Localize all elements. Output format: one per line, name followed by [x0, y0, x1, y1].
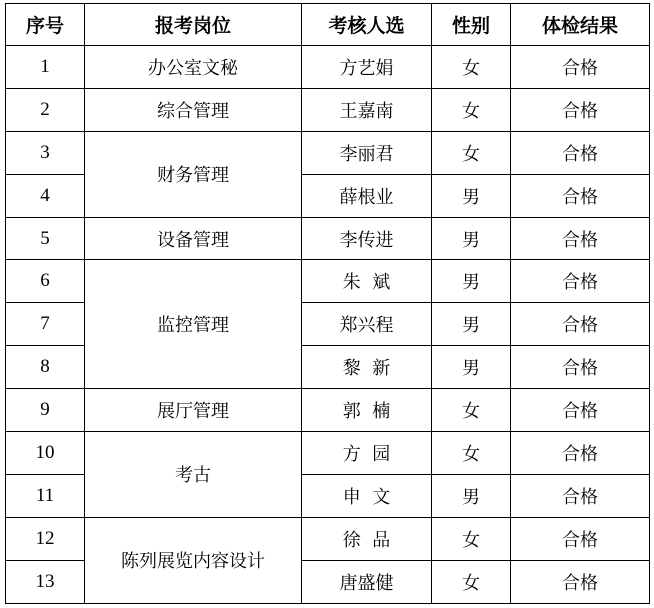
row-gender: 女 [432, 46, 511, 89]
row-gender: 女 [432, 88, 511, 131]
row-name: 李丽君 [302, 131, 432, 174]
row-no: 7 [6, 303, 85, 346]
row-result: 合格 [511, 217, 650, 260]
row-gender: 男 [432, 474, 511, 517]
row-gender: 女 [432, 131, 511, 174]
row-result: 合格 [511, 389, 650, 432]
row-gender: 男 [432, 346, 511, 389]
row-gender: 女 [432, 517, 511, 560]
row-no: 12 [6, 517, 85, 560]
row-result: 合格 [511, 517, 650, 560]
row-result: 合格 [511, 560, 650, 603]
header-position: 报考岗位 [85, 4, 302, 46]
header-result: 体检结果 [511, 4, 650, 46]
table-row [6, 432, 650, 475]
row-position: 财务管理 [85, 131, 302, 217]
row-no: 8 [6, 346, 85, 389]
header-gender: 性别 [432, 4, 511, 46]
row-gender: 男 [432, 217, 511, 260]
row-position: 陈列展览内容设计 [85, 517, 302, 603]
row-gender: 女 [432, 432, 511, 475]
row-no: 2 [6, 88, 85, 131]
row-no: 9 [6, 389, 85, 432]
row-name: 徐 品 [302, 517, 432, 560]
row-no: 4 [6, 174, 85, 217]
row-no: 11 [6, 474, 85, 517]
table-row [6, 131, 650, 174]
results-table [5, 3, 650, 604]
row-position: 监控管理 [85, 260, 302, 389]
row-result: 合格 [511, 131, 650, 174]
row-no: 6 [6, 260, 85, 303]
row-name: 郭 楠 [302, 389, 432, 432]
row-name: 方艺娟 [302, 46, 432, 89]
row-name: 方 园 [302, 432, 432, 475]
row-name: 黎 新 [302, 346, 432, 389]
row-result: 合格 [511, 46, 650, 89]
header-name: 考核人选 [302, 4, 432, 46]
table-row [6, 88, 650, 131]
table-row [6, 517, 650, 560]
row-position: 设备管理 [85, 217, 302, 260]
row-name: 王嘉南 [302, 88, 432, 131]
row-no: 3 [6, 131, 85, 174]
row-gender: 男 [432, 174, 511, 217]
row-result: 合格 [511, 432, 650, 475]
header-row [6, 4, 650, 46]
row-name: 李传进 [302, 217, 432, 260]
row-name: 郑兴程 [302, 303, 432, 346]
row-result: 合格 [511, 260, 650, 303]
row-result: 合格 [511, 474, 650, 517]
row-position: 办公室文秘 [85, 46, 302, 89]
table-row [6, 217, 650, 260]
table-row [6, 46, 650, 89]
row-gender: 女 [432, 560, 511, 603]
table-row [6, 389, 650, 432]
row-gender: 男 [432, 260, 511, 303]
row-result: 合格 [511, 303, 650, 346]
row-no: 13 [6, 560, 85, 603]
row-gender: 男 [432, 303, 511, 346]
row-no: 5 [6, 217, 85, 260]
header-no: 序号 [6, 4, 85, 46]
row-result: 合格 [511, 346, 650, 389]
table-row [6, 260, 650, 303]
row-gender: 女 [432, 389, 511, 432]
row-no: 10 [6, 432, 85, 475]
row-position: 展厅管理 [85, 389, 302, 432]
row-result: 合格 [511, 88, 650, 131]
row-position: 综合管理 [85, 88, 302, 131]
row-name: 薛根业 [302, 174, 432, 217]
row-name: 朱 斌 [302, 260, 432, 303]
row-result: 合格 [511, 174, 650, 217]
row-position: 考古 [85, 432, 302, 518]
row-name: 唐盛健 [302, 560, 432, 603]
row-name: 申 文 [302, 474, 432, 517]
row-no: 1 [6, 46, 85, 89]
